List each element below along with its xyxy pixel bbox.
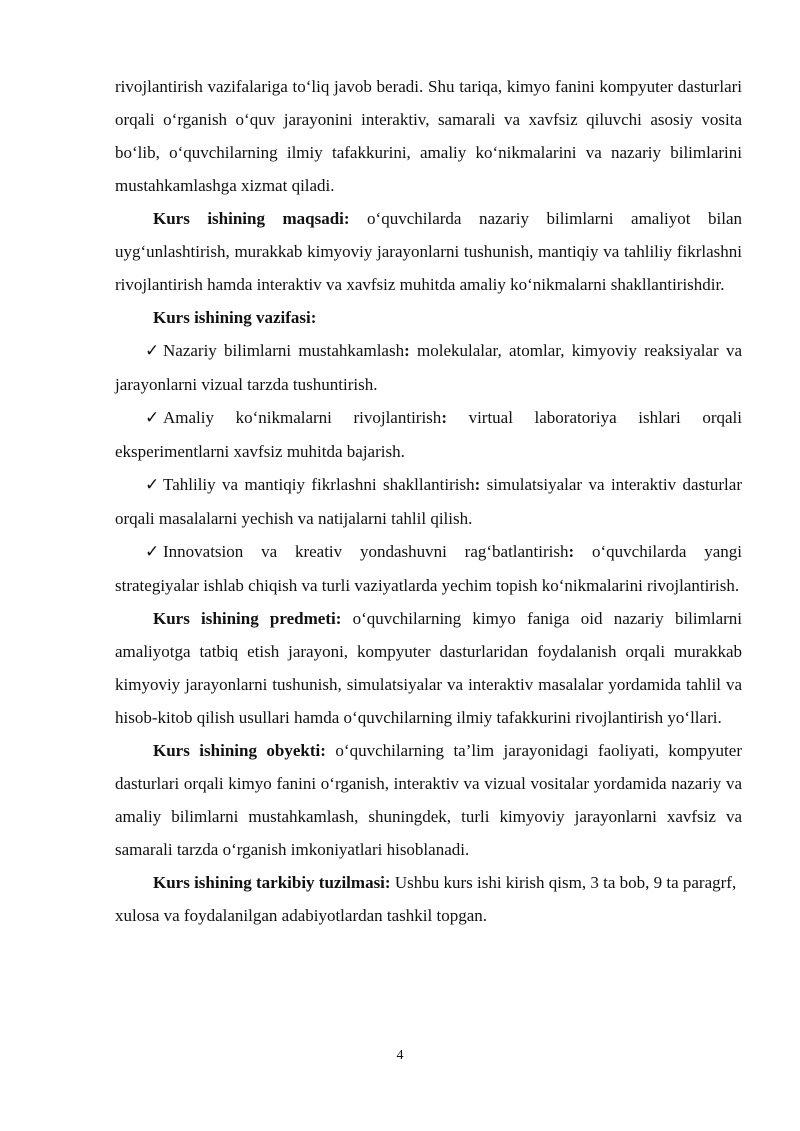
subject-text: o‘quvchilarning kimyo faniga oid nazariy bilimlarni amaliyotga tatbiq etish jarayoni, kompyuter dasturlaridan foydalanish orqali murakkab kimyoviy jarayonlarni tushunish, simulatsiyalar va interaktiv masalalar yordamida tahlil va hisob-kitob qilish usullari hamda o‘quvchilarning ilmiy tafakkurini rivojlantirish yo‘llari. — [115, 609, 742, 727]
page-number: 4 — [396, 1048, 404, 1063]
task-item — [115, 535, 742, 602]
tasks-heading — [115, 301, 742, 334]
intro-paragraph: rivojlantirish vazifalariga to‘liq javob beradi. Shu tariqa, kimyo fanini kompyuter dasturlari orqali o‘rganish o‘quv jarayonini interaktiv, samarali va xavfsiz qiluvchi asosiy vosita bo‘lib, o‘quvchilarning ilmiy tafakkurini, amaliy ko‘nikmalarini va nazariy bilimlarini mustahkamlashga xizmat qiladi. — [115, 77, 742, 195]
checkmark-icon: ✓ — [145, 341, 160, 361]
goal-paragraph — [115, 202, 742, 301]
task-item — [115, 401, 742, 468]
task-label: Amaliy ko‘nikmalarni rivojlantirish — [163, 408, 442, 427]
structure-paragraph — [115, 866, 742, 932]
object-paragraph — [115, 734, 742, 866]
task-item — [115, 468, 742, 535]
tasks-label: Kurs ishining vazifasi: — [153, 308, 317, 327]
subject-paragraph — [115, 602, 742, 734]
structure-text: Ushbu kurs ishi kirish qism, 3 ta bob, 9 ta paragrf, xulosa va foydalanilgan adabiyotlardan tashkil topgan. — [115, 873, 737, 925]
object-label: Kurs ishining obyekti: — [153, 741, 326, 760]
object-text: o‘quvchilarning ta’lim jarayonidagi faoliyati, kompyuter dasturlari orqali kimyo fanini o‘rganish, interaktiv va vizual vositalar yordamida nazariy va amaliy bilimlarni mustahkamlash, shuningdek, turli kimyoviy jarayonlarni xavfsiz va samarali tarzda o‘rganish imkoniyatlari hisoblanadi. — [115, 741, 742, 859]
task-text: virtual laboratoriya ishlari orqali eksperimentlarni xavfsiz muhitda bajarish. — [115, 408, 742, 461]
task-separator: : — [441, 408, 447, 427]
task-separator: : — [474, 475, 481, 494]
task-label: Tahliliy va mantiqiy fikrlashni shakllantirish — [163, 475, 475, 494]
task-label: Innovatsion va kreativ yondashuvni rag‘batlantirish — [163, 542, 569, 561]
task-text: simulatsiyalar va interaktiv dasturlar orqali masalalarni yechish va natijalarni tahlil qilish. — [115, 475, 742, 528]
task-separator: : — [404, 341, 410, 360]
structure-label: Kurs ishining tarkibiy tuzilmasi: — [153, 873, 391, 892]
task-text: molekulalar, atomlar, kimyoviy reaksiyalar va jarayonlarni vizual tarzda tushuntirish. — [115, 341, 743, 394]
task-label: Nazariy bilimlarni mustahkamlash — [163, 341, 405, 360]
goal-label: Kurs ishining maqsadi: — [153, 209, 350, 228]
task-text: o‘quvchilarda yangi strategiyalar ishlab chiqish va turli vaziyatlarda yechim topish ko‘nikmalarini rivojlantirish. — [115, 542, 742, 595]
subject-label: Kurs ishining predmeti: — [153, 609, 342, 628]
task-item — [115, 334, 742, 401]
page-content — [115, 70, 742, 932]
task-separator: : — [568, 542, 575, 561]
goal-text: o‘quvchilarda nazariy bilimlarni amaliyot bilan uyg‘unlashtirish, murakkab kimyoviy jarayonlarni tushunish, mantiqiy va tahliliy fikrlashni rivojlantirish hamda interaktiv va xavfsiz muhitda amaliy ko‘nikmalarni shakllantirishdir. — [115, 209, 742, 294]
checkmark-icon: ✓ — [145, 475, 160, 495]
checkmark-icon: ✓ — [145, 408, 160, 428]
checkmark-icon: ✓ — [145, 542, 160, 562]
